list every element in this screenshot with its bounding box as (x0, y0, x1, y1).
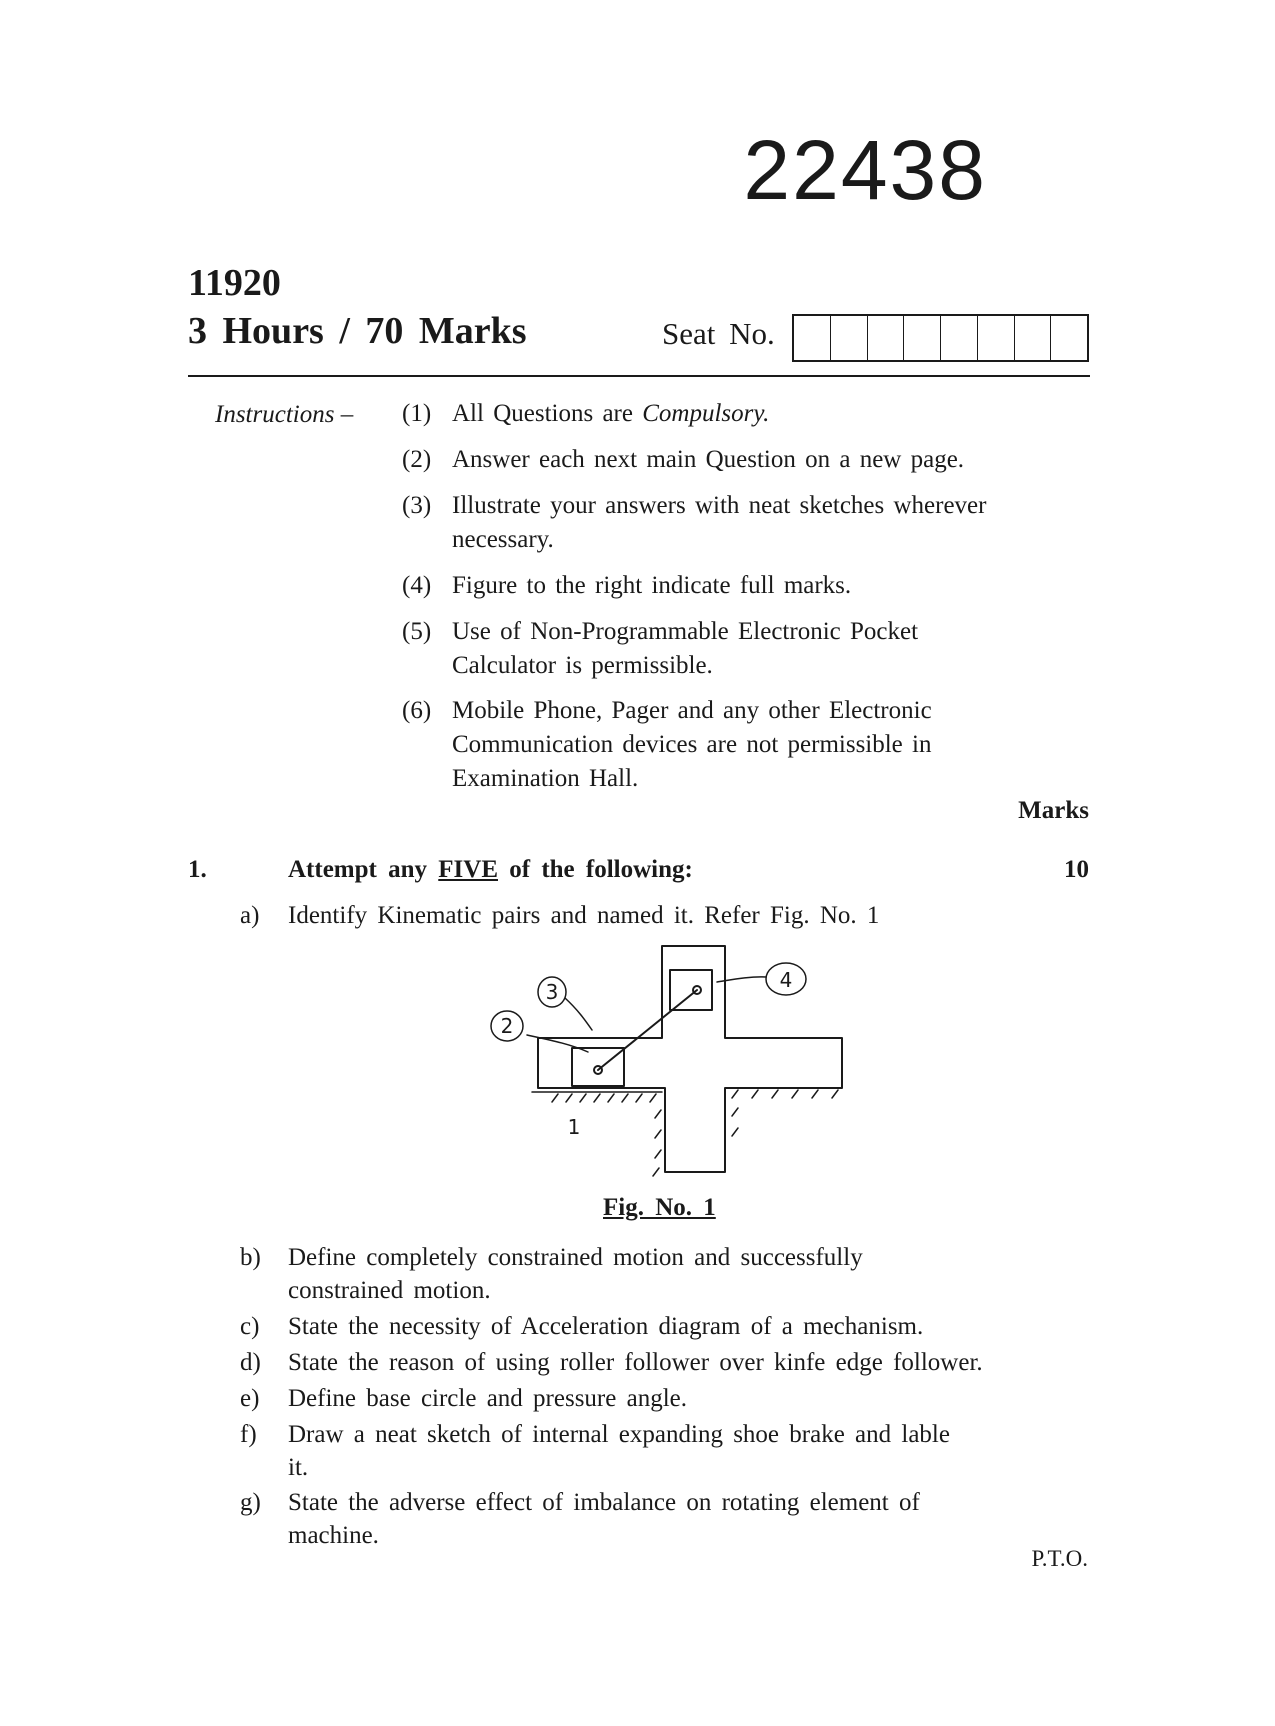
seat-box[interactable] (868, 316, 905, 360)
subquestion-text: State the necessity of Acceleration diagram of a mechanism. (288, 1313, 924, 1340)
slider-block-4 (670, 970, 712, 1010)
ground-hatching (552, 1090, 838, 1176)
instruction-item (402, 569, 1102, 603)
subquestion-text: Define base circle and pressure angle. (288, 1385, 687, 1412)
cross-link-outline (538, 946, 842, 1172)
instruction-item (402, 615, 962, 683)
figure-label-1: 1 (567, 1115, 581, 1139)
figure-label-3: 3 (545, 980, 559, 1004)
subquestion (240, 1346, 1100, 1379)
instruction-number: (3) (402, 492, 432, 519)
duration-marks: 3 Hours / 70 Marks (188, 310, 527, 352)
subquestion (240, 1241, 940, 1307)
instruction-item (402, 443, 1102, 477)
subquestion-label: e) (240, 1385, 260, 1412)
subquestion (240, 1486, 1010, 1552)
instruction-number: (6) (402, 697, 432, 724)
subquestion-label: b) (240, 1244, 261, 1271)
subquestion-label: a) (240, 902, 260, 929)
seat-label: Seat No. (662, 316, 775, 351)
subquestion-label: c) (240, 1313, 260, 1340)
instruction-emphasis: Compulsory. (642, 400, 770, 427)
subquestion (240, 1418, 980, 1484)
instructions-dash: – (340, 401, 354, 428)
figure-label-2: 2 (500, 1014, 514, 1038)
figure-label-4: 4 (779, 968, 793, 992)
instructions-label-text: Instructions (215, 401, 335, 428)
subquestion-label: f) (240, 1421, 257, 1448)
subquestion-text: State the reason of using roller follower over kinfe edge follower. (288, 1349, 983, 1376)
subquestion (240, 1310, 1100, 1343)
instruction-text: Illustrate your answers with neat sketches wherever necessary. (452, 492, 987, 553)
seat-box[interactable] (1015, 316, 1052, 360)
seat-box[interactable] (941, 316, 978, 360)
subquestion-text: Identify Kinematic pairs and named it. Refer Fig. No. 1 (288, 902, 880, 929)
seat-box[interactable] (904, 316, 941, 360)
subquestion (240, 1382, 1100, 1415)
question-title-after: of the following: (498, 856, 693, 883)
marks-heading: Marks (1018, 797, 1089, 824)
subquestion (240, 899, 1100, 932)
kinematic-pair-figure (470, 940, 860, 1180)
subquestion-text: State the adverse effect of imbalance on rotating element of machine. (288, 1489, 920, 1549)
instruction-text: Mobile Phone, Pager and any other Electronic Communication devices are not permissible in Examination Hall. (452, 697, 932, 792)
instruction-text: Figure to the right indicate full marks. (452, 572, 852, 599)
subquestion-label: g) (240, 1489, 261, 1516)
seat-box[interactable] (831, 316, 868, 360)
question-title-emphasis: FIVE (438, 856, 498, 883)
instruction-item (402, 694, 982, 796)
connecting-rod (598, 990, 697, 1070)
seat-number-boxes[interactable] (792, 314, 1089, 362)
question-number: 1. (188, 856, 207, 883)
figure-caption: Fig. No. 1 (603, 1194, 716, 1221)
instruction-text: Answer each next main Question on a new page. (452, 446, 965, 473)
subquestion-text: Draw a neat sketch of internal expanding shoe brake and lable it. (288, 1421, 950, 1481)
instruction-text: Use of Non-Programmable Electronic Pocket Calculator is permissible. (452, 618, 919, 679)
paper-code: 11920 (188, 262, 281, 304)
instruction-item (402, 489, 1022, 557)
header-divider (188, 375, 1090, 377)
question-title (288, 857, 693, 882)
instruction-number: (1) (402, 400, 432, 427)
subject-code: 22438 (743, 123, 987, 217)
leader-lines (527, 977, 766, 1052)
seat-box[interactable] (794, 316, 831, 360)
question-marks: 10 (1064, 856, 1089, 883)
page-turn-over: P.T.O. (1031, 1546, 1088, 1571)
instruction-item (402, 397, 1102, 431)
instruction-number: (4) (402, 572, 432, 599)
seat-box[interactable] (1051, 316, 1087, 360)
subquestion-text: Define completely constrained motion and successfully constrained motion. (288, 1244, 863, 1304)
instruction-number: (5) (402, 618, 432, 645)
seat-box[interactable] (978, 316, 1015, 360)
instructions-label (215, 402, 353, 427)
question-title-before: Attempt any (288, 856, 439, 883)
instruction-text: All Questions are (452, 400, 643, 427)
subquestion-label: d) (240, 1349, 261, 1376)
instruction-number: (2) (402, 446, 432, 473)
